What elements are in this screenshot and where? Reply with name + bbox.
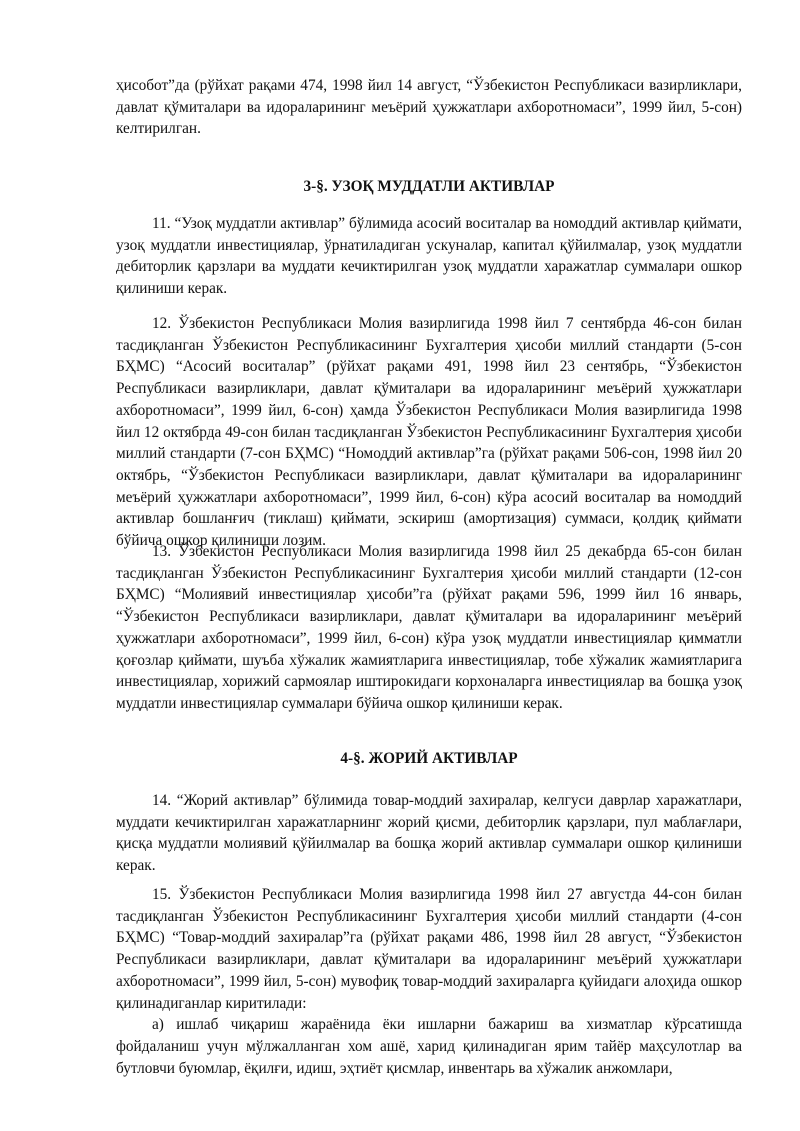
intro-paragraph: ҳисобот”да (рўйхат рақами 474, 1998 йил 14 август, “Ўзбекистон Республикаси вазирликлари, давлат қўмиталари ва идораларининг меъёрий ҳужжатлари ахборотномаси”, 1999 йил, 5-сон) келтирилган. <box>116 77 742 138</box>
paragraph-11: 11. “Узоқ муддатли активлар” бўлимида асосий воситалар ва номоддий активлар қиймати, узоқ муддатли инвестициялар, ўрнатиладиган ускуналар, капитал қўйилмалар, узоқ муддатли дебиторлик қарзлари ва муддати кечиктирилган узоқ муддатли харажатлар суммалари ошкор қилиниши керак. <box>116 215 742 298</box>
paragraph-12-block <box>116 313 742 552</box>
paragraph-13-block <box>116 541 742 715</box>
paragraph-13: 13. Ўзбекистон Республикаси Молия вазирлигида 1998 йил 25 декабрда 65-сон билан тасдиқланган Ўзбекистон Республикасининг Бухгалтерия ҳисоби миллий стандарти (12-сон БҲМС) “Молиявий инвестициялар ҳисоби”га (рўйхат рақами 596, 1999 йил 16 январь, “Ўзбекистон Республикаси вазирликлари, давлат қўмиталари ва идораларининг меъёрий ҳужжатлари ахборотномаси”, 1999 йил, 6-сон) кўра узоқ муддатли инвестициялар қимматли қоғозлар қиймати, шуъба хўжалик жамиятларига инвестициялар, тобе хўжалик жамиятларига инвестициялар, хорижий сармоялар иштирокидаги корхоналарга инвестициялар ва бошқа узоқ муддатли инвестициялар суммалари бўйича ошкор қилиниши керак. <box>116 543 742 712</box>
paragraph-14: 14. “Жорий активлар” бўлимида товар-моддий захиралар, келгуси даврлар харажатлари, муддати кечиктирилган харажатларнинг жорий қисми, дебиторлик қарзлари, пул маблағлари, қисқа муддатли молиявий қўйилмалар ва бошқа жорий активлар суммалари ошкор қилиниши керак. <box>116 792 742 875</box>
paragraph-14-block <box>116 790 742 877</box>
intro-block <box>116 75 742 140</box>
section-4-heading: 4-§. ЖОРИЙ АКТИВЛАР <box>340 750 518 767</box>
paragraph-15: 15. Ўзбекистон Республикаси Молия вазирлигида 1998 йил 27 августда 44-сон билан тасдиқланган Ўзбекистон Республикасининг Бухгалтерия ҳисоби миллий стандарти (4-сон БҲМС) “Товар-моддий захиралар”га (рўйхат рақами 486, 1998 йил 28 август, “Ўзбекистон Республикаси вазирликлари, давлат қўмиталари ва идораларининг меъёрий ҳужжатлари ахборотномаси”, 1999 йил, 5-сон) мувофиқ товар-моддий захираларга қуйидаги алоҳида ошкор қилинадиганлар киритилади: <box>116 886 742 1012</box>
paragraph-11-block <box>116 213 742 300</box>
paragraph-15-item-a: а) ишлаб чиқариш жараёнида ёки ишларни бажариш ва хизматлар кўрсатишда фойдаланиш учун мўлжалланган хом ашё, харид қилинадиган ярим тайёр маҳсулотлар ва бутловчи буюмлар, ёқилғи, идиш, эҳтиёт қисмлар, инвентарь ва хўжалик анжомлари, <box>116 1016 742 1077</box>
section-3-heading: 3-§. УЗОҚ МУДДАТЛИ АКТИВЛАР <box>303 178 555 195</box>
paragraph-15-block <box>116 884 742 1079</box>
paragraph-12: 12. Ўзбекистон Республикаси Молия вазирлигида 1998 йил 7 сентябрда 46-сон билан тасдиқланган Ўзбекистон Республикасининг Бухгалтерия ҳисоби миллий стандарти (5-сон БҲМС) “Асосий воситалар” (рўйхат рақами 491, 1998 йил 23 сентябрь, “Ўзбекистон Республикаси вазирликлари, давлат қўмиталари ва идораларининг меъёрий ҳужжатлари ахборотномаси”, 1999 йил, 6-сон) ҳамда Ўзбекистон Республикаси Молия вазирлигида 1998 йил 12 октябрда 49-сон билан тасдиқланган Ўзбекистон Республикасининг Бухгалтерия ҳисоби миллий стандарти (7-сон БҲМС) “Номоддий активлар”га (рўйхат рақами 506-сон, 1998 йил 20 октябрь, “Ўзбекистон Республикаси вазирликлари, давлат қўмиталари ва идораларининг меъёрий ҳужжатлари ахборотномаси”, 1999 йил, 6-сон) кўра асосий воситалар ва номоддий активлар бошланғич (тиклаш) қиймати, эскириш (амортизация) суммаси, қолдиқ қиймати бўйича ошкор қилиниши лозим. <box>116 315 742 550</box>
